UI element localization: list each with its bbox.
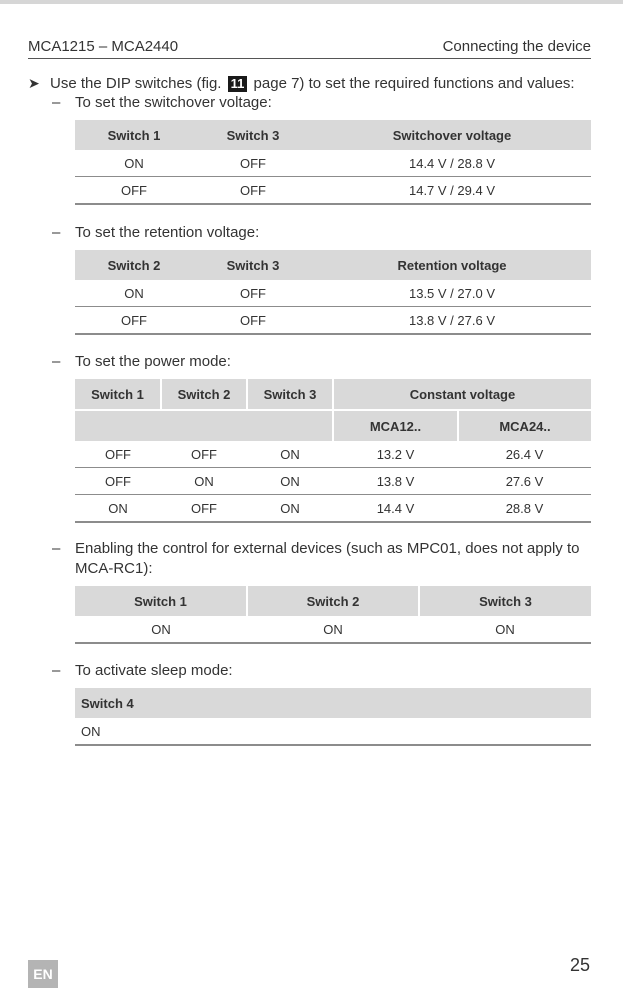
top-rule <box>0 0 623 4</box>
column-header: Switchover voltage <box>313 120 591 150</box>
table-cell: ON <box>161 468 247 495</box>
instruction <box>28 73 598 94</box>
table-row <box>75 468 591 495</box>
table-header-row <box>75 250 591 280</box>
column-subheader: MCA12.. <box>333 410 458 441</box>
table-header-row <box>75 586 591 616</box>
bullet-text: To set the switchover voltage: <box>75 94 272 111</box>
dash-marker: – <box>52 540 61 557</box>
bullet-switchover <box>52 93 592 113</box>
table-cell: ON <box>247 616 419 643</box>
table-cell: ON <box>75 718 591 745</box>
table-cell: OFF <box>161 495 247 523</box>
language-badge: EN <box>28 960 58 988</box>
column-header: Switch 2 <box>75 250 193 280</box>
external-control-table <box>75 586 591 644</box>
table-row <box>75 441 591 468</box>
dash-marker: – <box>52 353 61 370</box>
table-subheader-row <box>75 410 591 441</box>
table-cell: 26.4 V <box>458 441 591 468</box>
empty-header-cell <box>75 410 161 441</box>
table-cell: ON <box>419 616 591 643</box>
table-cell: ON <box>247 441 333 468</box>
column-header: Constant voltage <box>333 379 591 410</box>
page-number: 25 <box>569 955 590 975</box>
instruction-text-post: page 7) to set the required functions and values: <box>253 75 575 92</box>
table-row <box>75 495 591 523</box>
table-cell: OFF <box>75 441 161 468</box>
table-cell: 14.4 V / 28.8 V <box>313 150 591 177</box>
dash-marker: – <box>52 662 61 679</box>
table-cell: ON <box>75 280 193 307</box>
table-cell: ON <box>75 150 193 177</box>
bullet-retention <box>52 223 592 243</box>
empty-header-cell <box>247 410 333 441</box>
column-header: Retention voltage <box>313 250 591 280</box>
header-divider <box>28 58 591 59</box>
bullet-text: To activate sleep mode: <box>75 662 233 679</box>
table-cell: 27.6 V <box>458 468 591 495</box>
column-header: Switch 3 <box>419 586 591 616</box>
column-header: Switch 3 <box>247 379 333 410</box>
bullet-text: To set the retention voltage: <box>75 224 260 241</box>
empty-header-cell <box>161 410 247 441</box>
column-subheader: MCA24.. <box>458 410 591 441</box>
column-header: Switch 2 <box>247 586 419 616</box>
table-header-row <box>75 379 591 410</box>
table-cell: 14.4 V <box>333 495 458 523</box>
dash-marker: – <box>52 224 61 241</box>
column-header: Switch 1 <box>75 120 193 150</box>
table-header-row <box>75 120 591 150</box>
table-cell: 13.8 V / 27.6 V <box>313 307 591 335</box>
table-cell: ON <box>75 495 161 523</box>
instruction-text-pre: Use the DIP switches (fig. <box>50 75 222 92</box>
table-cell: OFF <box>75 177 193 205</box>
table-cell: ON <box>247 495 333 523</box>
table-row <box>75 177 591 205</box>
bullet-power-mode <box>52 352 592 372</box>
table-header-row <box>75 688 591 718</box>
table-cell: OFF <box>193 280 313 307</box>
table-row <box>75 718 591 745</box>
table-cell: ON <box>247 468 333 495</box>
column-header: Switch 3 <box>193 120 313 150</box>
table-cell: ON <box>75 616 247 643</box>
table-cell: OFF <box>193 177 313 205</box>
header-section-title: Connecting the device <box>442 38 591 55</box>
table-cell: 13.2 V <box>333 441 458 468</box>
bullet-text: To set the power mode: <box>75 353 231 370</box>
table-cell: 13.5 V / 27.0 V <box>313 280 591 307</box>
table-cell: 14.7 V / 29.4 V <box>313 177 591 205</box>
table-cell: OFF <box>75 468 161 495</box>
column-header: Switch 1 <box>75 379 161 410</box>
table-row <box>75 150 591 177</box>
header-model-range: MCA1215 – MCA2440 <box>28 38 179 55</box>
table-row <box>75 307 591 335</box>
dash-marker: – <box>52 94 61 111</box>
bullet-sleep-mode <box>52 661 592 681</box>
power-mode-table <box>75 379 591 523</box>
table-cell: 28.8 V <box>458 495 591 523</box>
figure-number-badge: 11 <box>228 76 248 92</box>
table-cell: OFF <box>75 307 193 335</box>
column-header: Switch 4 <box>75 688 591 718</box>
arrow-bullet-icon: ➤ <box>28 75 40 91</box>
table-row <box>75 280 591 307</box>
column-header: Switch 2 <box>161 379 247 410</box>
table-cell: OFF <box>193 150 313 177</box>
table-cell: OFF <box>161 441 247 468</box>
table-cell: OFF <box>193 307 313 335</box>
table-row <box>75 616 591 643</box>
sleep-mode-table <box>75 688 591 746</box>
column-header: Switch 3 <box>193 250 313 280</box>
switchover-voltage-table <box>75 120 591 205</box>
table-cell: 13.8 V <box>333 468 458 495</box>
bullet-text: Enabling the control for external devices (such as MPC01, does not apply to MCA-RC1): <box>75 540 580 577</box>
retention-voltage-table <box>75 250 591 335</box>
column-header: Switch 1 <box>75 586 247 616</box>
bullet-external-control <box>52 539 592 579</box>
